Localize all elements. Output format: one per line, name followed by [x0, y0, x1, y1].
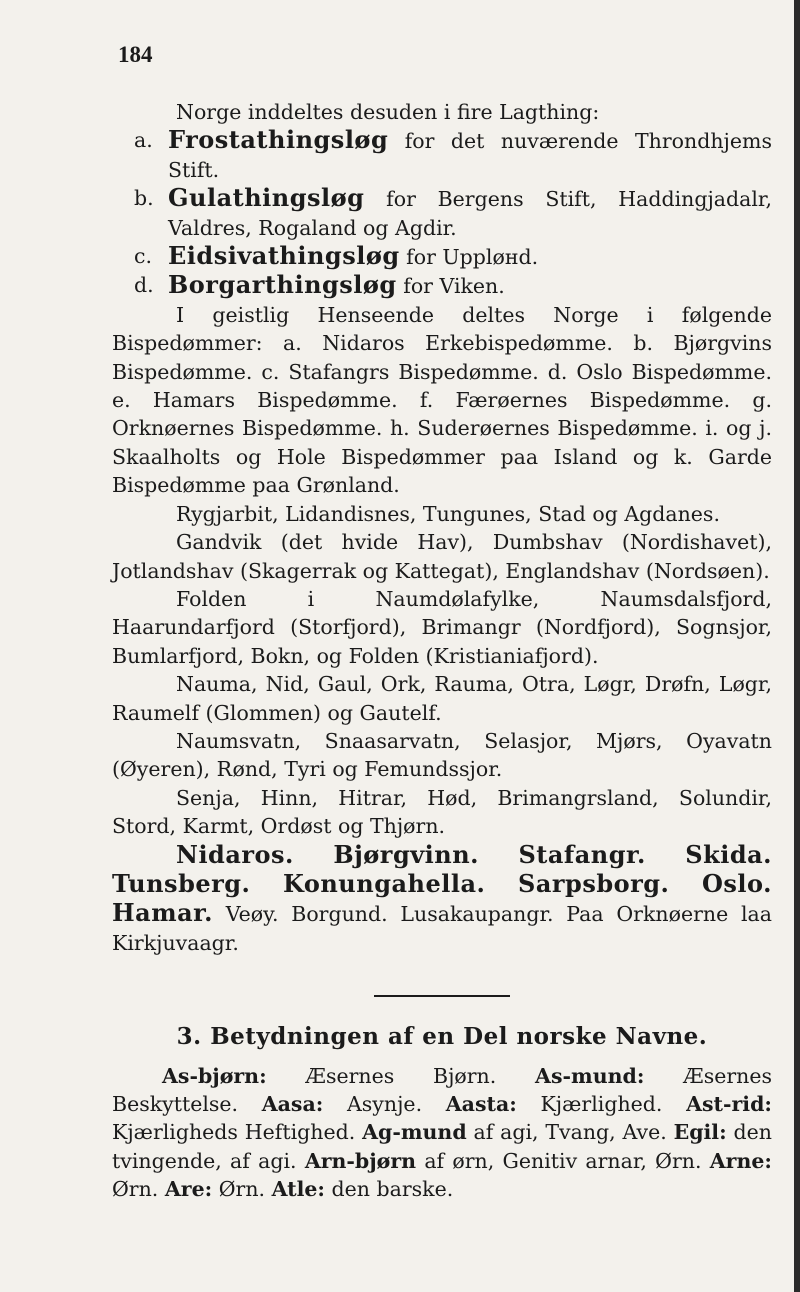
name-meaning: Ørn.: [112, 1177, 159, 1202]
bispedomme-paragraph: I geistlig Henseende deltes Norge i følgende Bispedømmer: a. Nidaros Erkebispedømme. b. Bjørgvins Bispedømme. c. Stafangrs Bispedømme. d. Oslo Bispedømme. e. Hamars Bispedømme. f. Færøernes Bispedømme. g. Orknøernes Bispedømme. h. Suderøernes Bispedømme. i. og j. Skaalholts og Hole Bispedømmer paa Island og k. Garde Bispedømme paa Grønland.: [112, 302, 772, 498]
name-term: Egil:: [673, 1120, 727, 1145]
section-divider: [374, 995, 510, 997]
lagthing-desc: for Uppløнd.: [406, 245, 539, 270]
name-meaning: Kjærligheds Heftighed.: [112, 1120, 356, 1145]
item-label: d.: [134, 273, 154, 298]
name-term: Atle:: [271, 1177, 325, 1202]
name-term: Aasa:: [261, 1092, 324, 1116]
lagthing-name: Frostathingsløg: [168, 125, 389, 155]
paragraph-lakes: Naumsvatn, Snaasarvatn, Selasjor, Mjørs, Oyavatn (Øyeren), Rønd, Tyri og Femundssjor.: [112, 728, 772, 782]
lagthing-item: [112, 126, 772, 184]
name-meaning: Ørn.: [218, 1177, 266, 1202]
paragraph-fjords: Folden i Naumdølafylke, Naumsdalsfjord, Haarundarfjord (Storfjord), Brimangr (Nordfjord), Sognsjor, Bumlarfjord, Bokn, og Folden (Kristianiafjord).: [112, 586, 772, 668]
name-term: Ast-rid:: [686, 1092, 772, 1116]
item-label: c.: [134, 244, 152, 269]
item-label: b.: [134, 186, 154, 211]
name-meaning: Æsernes Bjørn.: [305, 1063, 497, 1088]
name-meaning: den tvingende, af agi.: [112, 1120, 772, 1173]
paragraph-cities: [112, 841, 772, 958]
lagthing-name: Borgarthingsløg: [168, 270, 397, 300]
name-meaning: Asynje.: [346, 1092, 423, 1116]
name-meaning: den barske.: [331, 1177, 454, 1202]
name-term: Arne:: [709, 1148, 772, 1173]
lagthing-desc: for Viken.: [403, 274, 505, 299]
name-term: As-bjørn:: [162, 1063, 267, 1088]
item-label: a.: [134, 128, 153, 153]
paragraph-seas: Gandvik (det hvide Hav), Dumbshav (Nordishavet), Jotlandshav (Skagerrak og Kattegat), Englandshav (Nordsøen).: [112, 530, 772, 583]
paragraph-islands: Senja, Hinn, Hitrar, Hød, Brimangrsland, Solundir, Stord, Karmt, Ordøst og Thjørn.: [112, 785, 772, 839]
lagthing-name: Gulathingsløg: [168, 183, 365, 213]
name-meaning: af agi, Tvang, Ave.: [473, 1120, 667, 1145]
names-paragraph: [112, 1062, 772, 1204]
name-term: Aasta:: [445, 1092, 517, 1116]
lagthing-item: [112, 271, 772, 300]
cities-rest: Veøy. Borgund. Lusakaupangr. Paa Orknøerne laa Kirkjuvaagr.: [112, 902, 772, 955]
lagthing-item: [112, 242, 772, 271]
name-term: As-mund:: [535, 1063, 645, 1088]
paragraph-rivers: Nauma, Nid, Gaul, Ork, Rauma, Otra, Løgr, Drøfn, Løgr, Raumelf (Glommen) og Gautelf.: [112, 672, 772, 725]
cities-bold: Nidaros. Bjørgvinn. Stafangr. Skida. Tunsberg. Konungahella. Sarpsborg. Oslo. Hamar.: [112, 839, 772, 928]
name-term: Ag-mund: [362, 1120, 467, 1145]
section-heading: 3. Betydningen af en Del norske Navne.: [176, 1023, 708, 1051]
lagthing-name: Eidsivathingsløg: [168, 241, 400, 271]
lagthing-item: [112, 184, 772, 242]
intro-line: Norge inddeltes desuden i fire Lagthing:: [176, 100, 600, 124]
name-meaning: Kjærlighed.: [540, 1092, 663, 1116]
page-body: [112, 98, 772, 1204]
lagthing-desc: for det nuværende Throndhjems Stift.: [168, 129, 772, 182]
name-meaning: Æsernes Beskyttelse.: [112, 1063, 772, 1116]
name-term: Are:: [164, 1177, 213, 1202]
name-term: Arn-bjørn: [304, 1148, 417, 1173]
page-number: 184: [118, 42, 153, 67]
paragraph-capes: Rygjarbit, Lidandisnes, Tungunes, Stad og Agdanes.: [176, 501, 720, 526]
name-meaning: af ørn, Genitiv arnar, Ørn.: [424, 1148, 702, 1173]
lagthing-desc: for Bergens Stift, Haddingjadalr, Valdres, Rogaland og Agdir.: [168, 187, 772, 240]
